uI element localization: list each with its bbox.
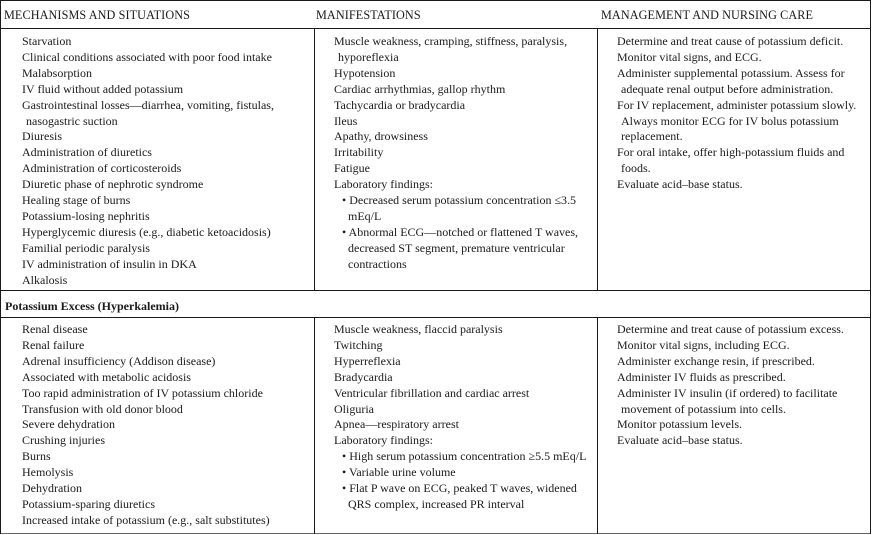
- list-item: Potassium-losing nephritis: [22, 208, 150, 223]
- excess-management-list: [609, 322, 867, 449]
- col-divider-2-excess: [597, 317, 598, 534]
- deficit-manifestations-list: [326, 34, 592, 273]
- lab-finding-bullet: • Decreased serum potassium concentration ≤3.5 mEq/L: [342, 193, 577, 223]
- list-item: IV fluid without added potassium: [22, 81, 184, 96]
- table-bottom-border: [0, 533, 871, 534]
- list-item: Hyperreflexia: [334, 353, 401, 368]
- col-divider-1-excess: [314, 317, 315, 534]
- section-title-hyperkalemia: Potassium Excess (Hyperkalemia): [5, 299, 179, 313]
- list-item: Apathy, drowsiness: [334, 129, 428, 144]
- header-bottom-border: [0, 28, 871, 29]
- list-item: For oral intake, offer high-potassium fluids and foods.: [617, 145, 845, 176]
- list-item: Ileus: [334, 113, 358, 128]
- list-item: Monitor potassium levels.: [617, 417, 742, 432]
- list-item: Familial periodic paralysis: [22, 240, 150, 255]
- bullet-icon: •: [342, 224, 347, 239]
- list-item: Cardiac arrhythmias, gallop rhythm: [334, 81, 506, 96]
- lab-findings-label: Laboratory findings:: [334, 433, 433, 448]
- list-item: Severe dehydration: [22, 417, 115, 432]
- list-item: Gastrointestinal losses—diarrhea, vomiting, fistulas, nasogastric suction: [22, 97, 274, 128]
- list-item: Bradycardia: [334, 369, 393, 384]
- list-item: Hyperglycemic diuresis (e.g., diabetic ketoacidosis): [22, 224, 271, 239]
- bullet-icon: •: [342, 481, 347, 496]
- col-divider-1-deficit: [314, 28, 315, 290]
- list-item: Renal disease: [22, 322, 88, 336]
- list-item: Alkalosis: [22, 272, 68, 287]
- list-item: Burns: [22, 449, 51, 464]
- list-item: Twitching: [334, 337, 383, 352]
- list-item: Administer IV fluids as prescribed.: [617, 369, 786, 384]
- list-item: Fatigue: [334, 161, 370, 176]
- lab-finding-bullet: • Abnormal ECG—notched or flattened T waves, decreased ST segment, premature ventricular contractions: [342, 224, 579, 271]
- list-item: Administer supplemental potassium. Assess for adequate renal output before administration.: [617, 65, 845, 96]
- list-item: Starvation: [22, 34, 72, 48]
- list-item: Oliguria: [334, 401, 374, 416]
- section-divider-top: [0, 290, 871, 291]
- list-item: Healing stage of burns: [22, 193, 131, 208]
- col-divider-2-deficit: [597, 28, 598, 290]
- list-item: Too rapid administration of IV potassium chloride: [22, 385, 263, 400]
- list-item: Potassium-sparing diuretics: [22, 496, 155, 511]
- header-mechanisms: MECHANISMS AND SITUATIONS: [4, 8, 191, 22]
- list-item: Administer IV insulin (if ordered) to facilitate movement of potassium into cells.: [617, 385, 838, 416]
- list-item: Monitor vital signs, and ECG.: [617, 49, 762, 64]
- list-item: Increased intake of potassium (e.g., salt substitutes): [22, 512, 270, 527]
- list-item: Apnea—respiratory arrest: [334, 417, 459, 432]
- lab-finding-bullet: • High serum potassium concentration ≥5.5 mEq/L: [342, 449, 587, 464]
- list-item: Diuresis: [22, 129, 62, 144]
- list-item: Associated with metabolic acidosis: [22, 369, 191, 384]
- list-item: Monitor vital signs, including ECG.: [617, 337, 790, 352]
- list-item: Adrenal insufficiency (Addison disease): [22, 353, 216, 368]
- list-item: Hypotension: [334, 65, 396, 80]
- list-item: Transfusion with old donor blood: [22, 401, 183, 416]
- list-item: Determine and treat cause of potassium deficit.: [617, 34, 844, 48]
- list-item: Renal failure: [22, 337, 85, 352]
- section-divider-bottom: [0, 317, 871, 318]
- list-item: Determine and treat cause of potassium excess.: [617, 322, 844, 336]
- right-border: [870, 0, 871, 534]
- list-item: Muscle weakness, cramping, stiffness, paralysis, hyporeflexia: [334, 34, 568, 64]
- left-border: [0, 0, 1, 534]
- list-item: Muscle weakness, flaccid paralysis: [334, 322, 503, 336]
- list-item: Crushing injuries: [22, 433, 105, 448]
- list-item: Tachycardia or bradycardia: [334, 97, 466, 112]
- list-item: Hemolysis: [22, 465, 74, 480]
- list-item: Malabsorption: [22, 65, 92, 80]
- header-manifestations: MANIFESTATIONS: [316, 8, 421, 22]
- bullet-icon: •: [342, 465, 347, 480]
- list-item: Evaluate acid–base status.: [617, 433, 743, 448]
- bullet-icon: •: [342, 449, 347, 464]
- list-item: Dehydration: [22, 481, 82, 496]
- list-item: Evaluate acid–base status.: [617, 177, 743, 192]
- header-management: MANAGEMENT AND NURSING CARE: [601, 8, 814, 22]
- list-item: Irritability: [334, 145, 384, 160]
- list-item: Administration of diuretics: [22, 145, 152, 160]
- list-item: Diuretic phase of nephrotic syndrome: [22, 177, 204, 192]
- deficit-management-list: [609, 34, 867, 193]
- list-item: Administer exchange resin, if prescribed.: [617, 353, 815, 368]
- lab-findings-label: Laboratory findings:: [334, 177, 433, 192]
- bullet-icon: •: [342, 193, 347, 208]
- lab-finding-bullet: • Variable urine volume: [342, 465, 456, 480]
- list-item: Administration of corticosteroids: [22, 161, 182, 176]
- list-item: Clinical conditions associated with poor food intake: [22, 49, 272, 64]
- excess-mechanisms-list: [14, 322, 310, 529]
- list-item: For IV replacement, administer potassium slowly. Always monitor ECG for IV bolus potassium replacement.: [617, 97, 857, 144]
- excess-manifestations-list: [326, 322, 592, 513]
- table-top-border: [0, 0, 871, 1]
- list-item: IV administration of insulin in DKA: [22, 256, 197, 271]
- lab-finding-bullet: • Flat P wave on ECG, peaked T waves, widened QRS complex, increased PR interval: [342, 481, 577, 511]
- deficit-mechanisms-list: [14, 34, 310, 289]
- list-item: Ventricular fibrillation and cardiac arrest: [334, 385, 530, 400]
